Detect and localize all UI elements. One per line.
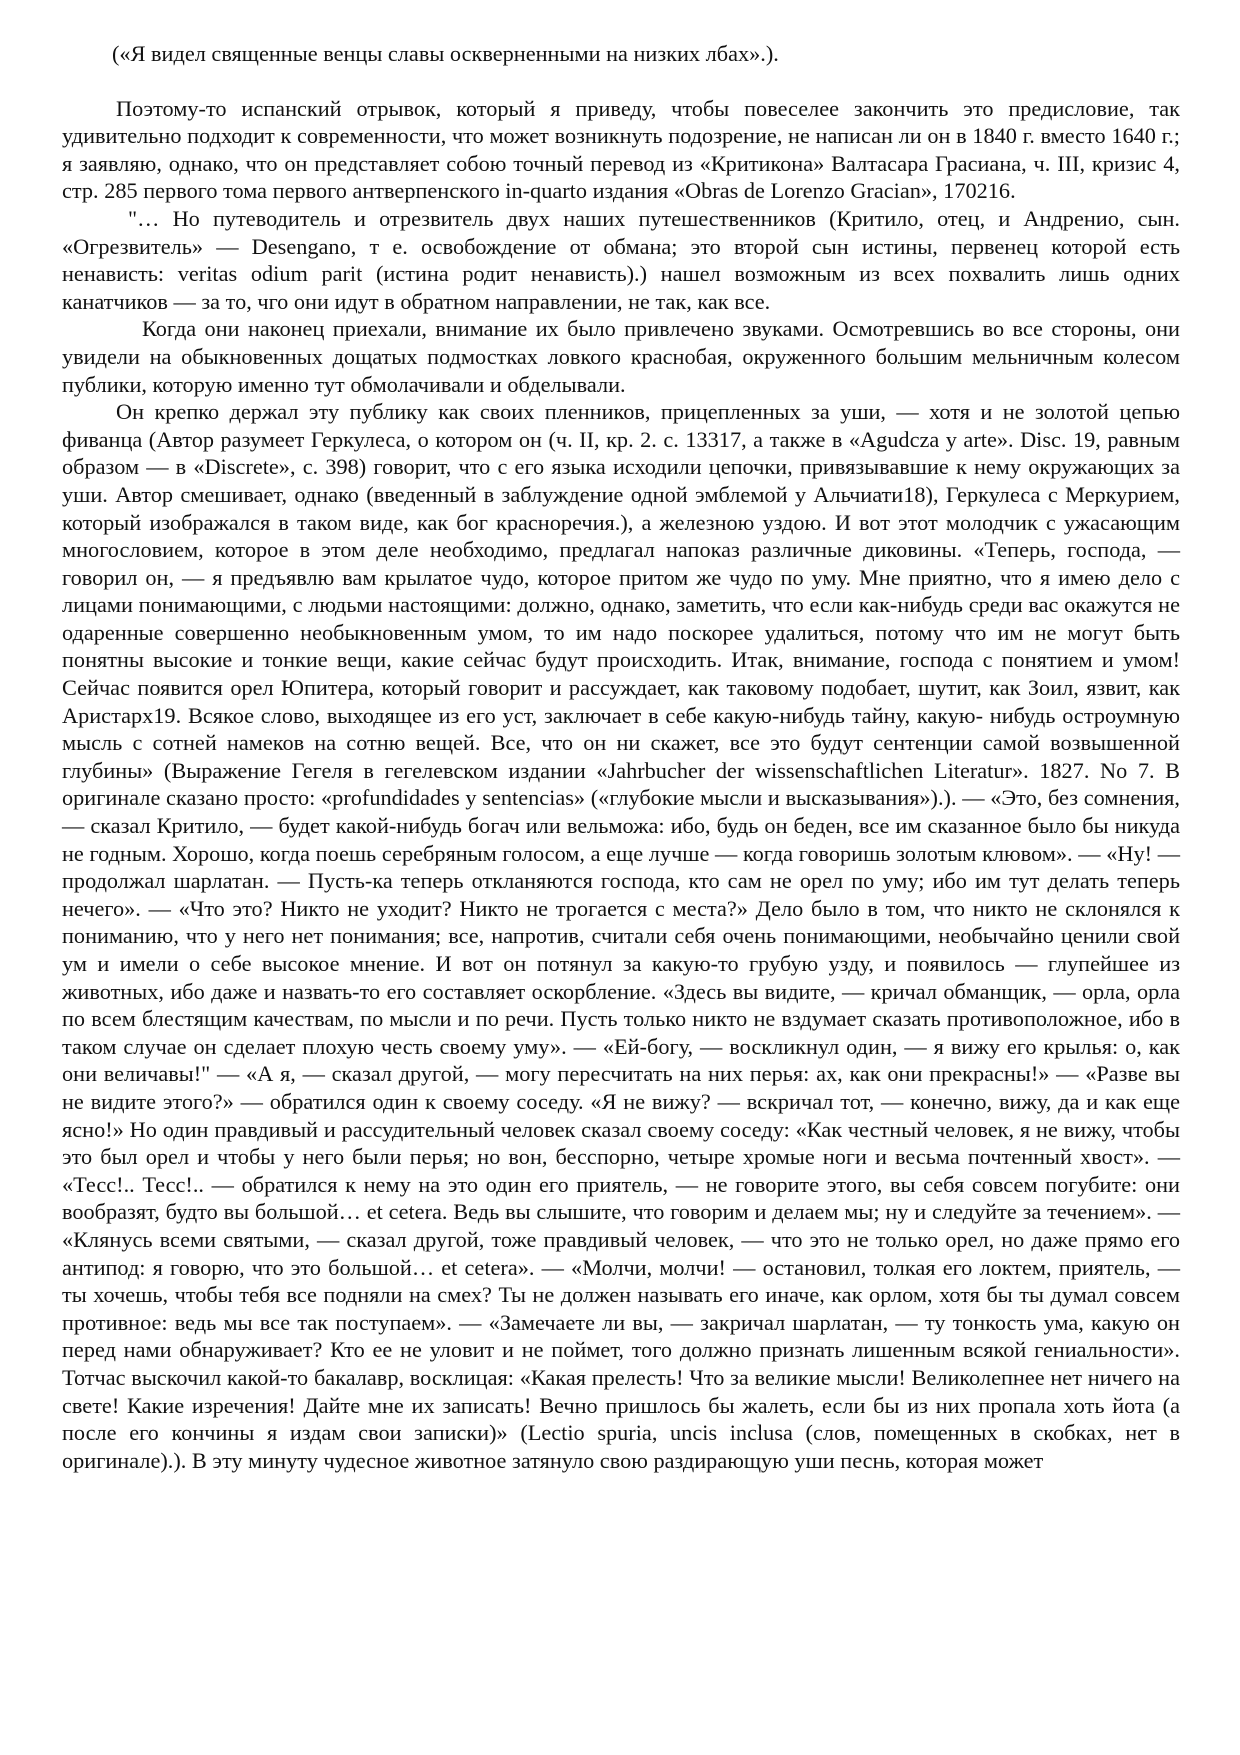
charlatan-paragraph: Он крепко держал эту публику как своих пленников, прицепленных за уши, — хотя и не золотой цепью фиванца (Автор разумеет Геркулеса, о котором он (ч. II, кр. 2. с. 13317, а также в «Agudcza y arte». Disc. 19, равным образом — в «Discrete», с. 398) говорит, что с его языка исходили цепочки, привязывавшие к нему окружающих за уши. Автор смешивает, однако (введенный в заблуждение одной эмблемой у Альчиати18), Геркулеса с Меркурием, который изображался в таком виде, как бог красноречия.), а железною уздою. И вот этот молодчик с ужасающим многословием, которое в этом деле необходимо, предлагал напоказ различные диковины. «Теперь, господа, — говорил он, — я предъявлю вам крылатое чудо, которое притом же чудо по уму. Мне приятно, что я имею дело с лицами понимающими, с людьми настоящими: должно, однако, заметить, что если как-нибудь среди вас окажутся не одаренные совершенно необыкновенным умом, то им надо поскорее удалиться, потому что им не могут быть понятны высокие и тонкие вещи, какие сейчас будут происходить. Итак, внимание, господа с понятием и умом! Сейчас появится орел Юпитера, который говорит и рассуждает, как таковому подобает, шутит, как Зоил, язвит, как Аристарх19. Всякое слово, выходящее из его уст, заключает в себе какую-нибудь тайну, какую- нибудь остроумную мысль с сотней намеков на сотню вещей. Все, что он ни скажет, все это будут сентенции самой возвышенной глубины» (Выражение Гегеля в гегелевском издании «Jahrbucher der wissenschaftlichen Literatur». 1827. No 7. В оригинале сказано просто: «profundidades y sentencias» («глубокие мысли и высказывания»).). — «Это, без сомнения, — сказал Критило, — будет какой-нибудь богач или вельможа: ибо, будь он беден, все им сказанное было бы никуда не годным. Хорошо, когда поешь серебряным голосом, а еще лучше — когда говоришь золотым клювом». — «Ну! — продолжал шарлатан. — Пусть-ка теперь откланяются господа, кто сам не орел по уму; ибо им тут делать теперь нечего». — «Что это? Никто не уходит? Никто не трогается с места?» Дело было в том, что никто не склонялся к пониманию, что у него нет понимания; все, напротив, считали себя очень понимающими, необычайно ценили свой ум и имели о себе высокое мнение. И вот он потянул за какую-то грубую узду, и появилось — глупейшее из животных, ибо даже и назвать-то его составляет оскорбление. «Здесь вы видите, — кричал обманщик, — орла, орла по всем блестящим качествам, по мысли и по речи. Пусть только никто не вздумает сказать противоположное, ибо в таком случае он сделает плохую честь своему уму». — «Ей-богу, — воскликнул один, — я вижу его крылья: о, как они величавы!" — «А я, — сказал другой, — могу пересчитать на них перья: ах, как они прекрасны!» — «Разве вы не видите этого?» — обратился один к своему соседу. «Я не вижу? — вскричал тот, — конечно, вижу, да и как еще ясно!» Но один правдивый и рассудительный человек сказал своему соседу: «Как честный человек, я не вижу, чтобы это был орел и чтобы у него были перья; но вон, бесспорно, четыре хромые ноги и весьма почтенный хвост». — «Тесс!.. Тесс!.. — обратился к нему на это один его приятель, — не говорите этого, вы себя совсем погубите: они вообразят, будто вы большой… et cetera. Ведь вы слышите, что говорим и делаем мы; ну и следуйте за течением». — «Клянусь всеми святыми, — сказал другой, тоже правдивый человек, — что это не только орел, но даже прямо его антипод: я говорю, что это большой… et cetera». — «Молчи, молчи! — остановил, толкая его локтем, приятель, — ты хочешь, чтобы тебя все подняли на смех? Ты не должен называть его иначе, как орлом, хотя бы ты думал совсем противное: ведь мы все так поступаем». — «Замечаете ли вы, — закричал шарлатан, — ту тонкость ума, какую он перед нами обнаруживает? Кто ее не уловит и не поймет, того должно признать лишенным всякой гениальности». Тотчас выскочил какой-то бакалавр, восклицая: «Какая прелесть! Что за великие мысли! Великолепнее нет ничего на свете! Какие изречения! Дайте мне их записать! Вечно пришлось бы жалеть, если бы из них пропала хоть йота (а после его кончины я издам свои записки)» (Lectio spuria, uncis inclusa (слов, помещенных в скобках, нет в оригинале).). В эту минуту чудесное животное затянуло свою раздирающую уши песнь, которая может <box>62 399 1180 1473</box>
epigraph-paragraph: («Я видел священные венцы славы оскверненными на низких лбах».). <box>112 41 779 66</box>
quote-paragraph: "… Но путеводитель и отрезвитель двух наших путешественников (Критило, отец, и Андренио, сын. «Огрезвитель» — Desengano, т е. освобождение от обмана; это второй сын истины, первенец которой есть ненависть: veritas odium parit (истина родит ненависть).) нашел возможным из всех похвалить лишь одних канатчиков — за то, чго они идут в обратном направлении, не так, как все. <box>62 205 1180 314</box>
intro-paragraph: Поэтому-то испанский отрывок, который я приведу, чтобы повеселее закончить это предисловие, так удивительно подходит к современности, что может возникнуть подозрение, не написан ли он в 1840 г. вместо 1640 г.; я заявляю, однако, что он представляет собою точный перевод из «Критикона» Валтасара Грасиана, ч. III, кризис 4, стр. 285 первого тома первого антверпенского in-quarto издания «Obras de Lorenzo Gracian», 170216. <box>62 95 1180 204</box>
arrival-paragraph: Когда они наконец приехали, внимание их было привлечено звуками. Осмотревшись во все стороны, они увидели на обыкновенных дощатых подмостках ловкого краснобая, окруженного большим мельничным колесом публики, которую именно тут обмолачивали и обделывали. <box>62 316 1180 397</box>
document-page <box>62 40 1180 1474</box>
